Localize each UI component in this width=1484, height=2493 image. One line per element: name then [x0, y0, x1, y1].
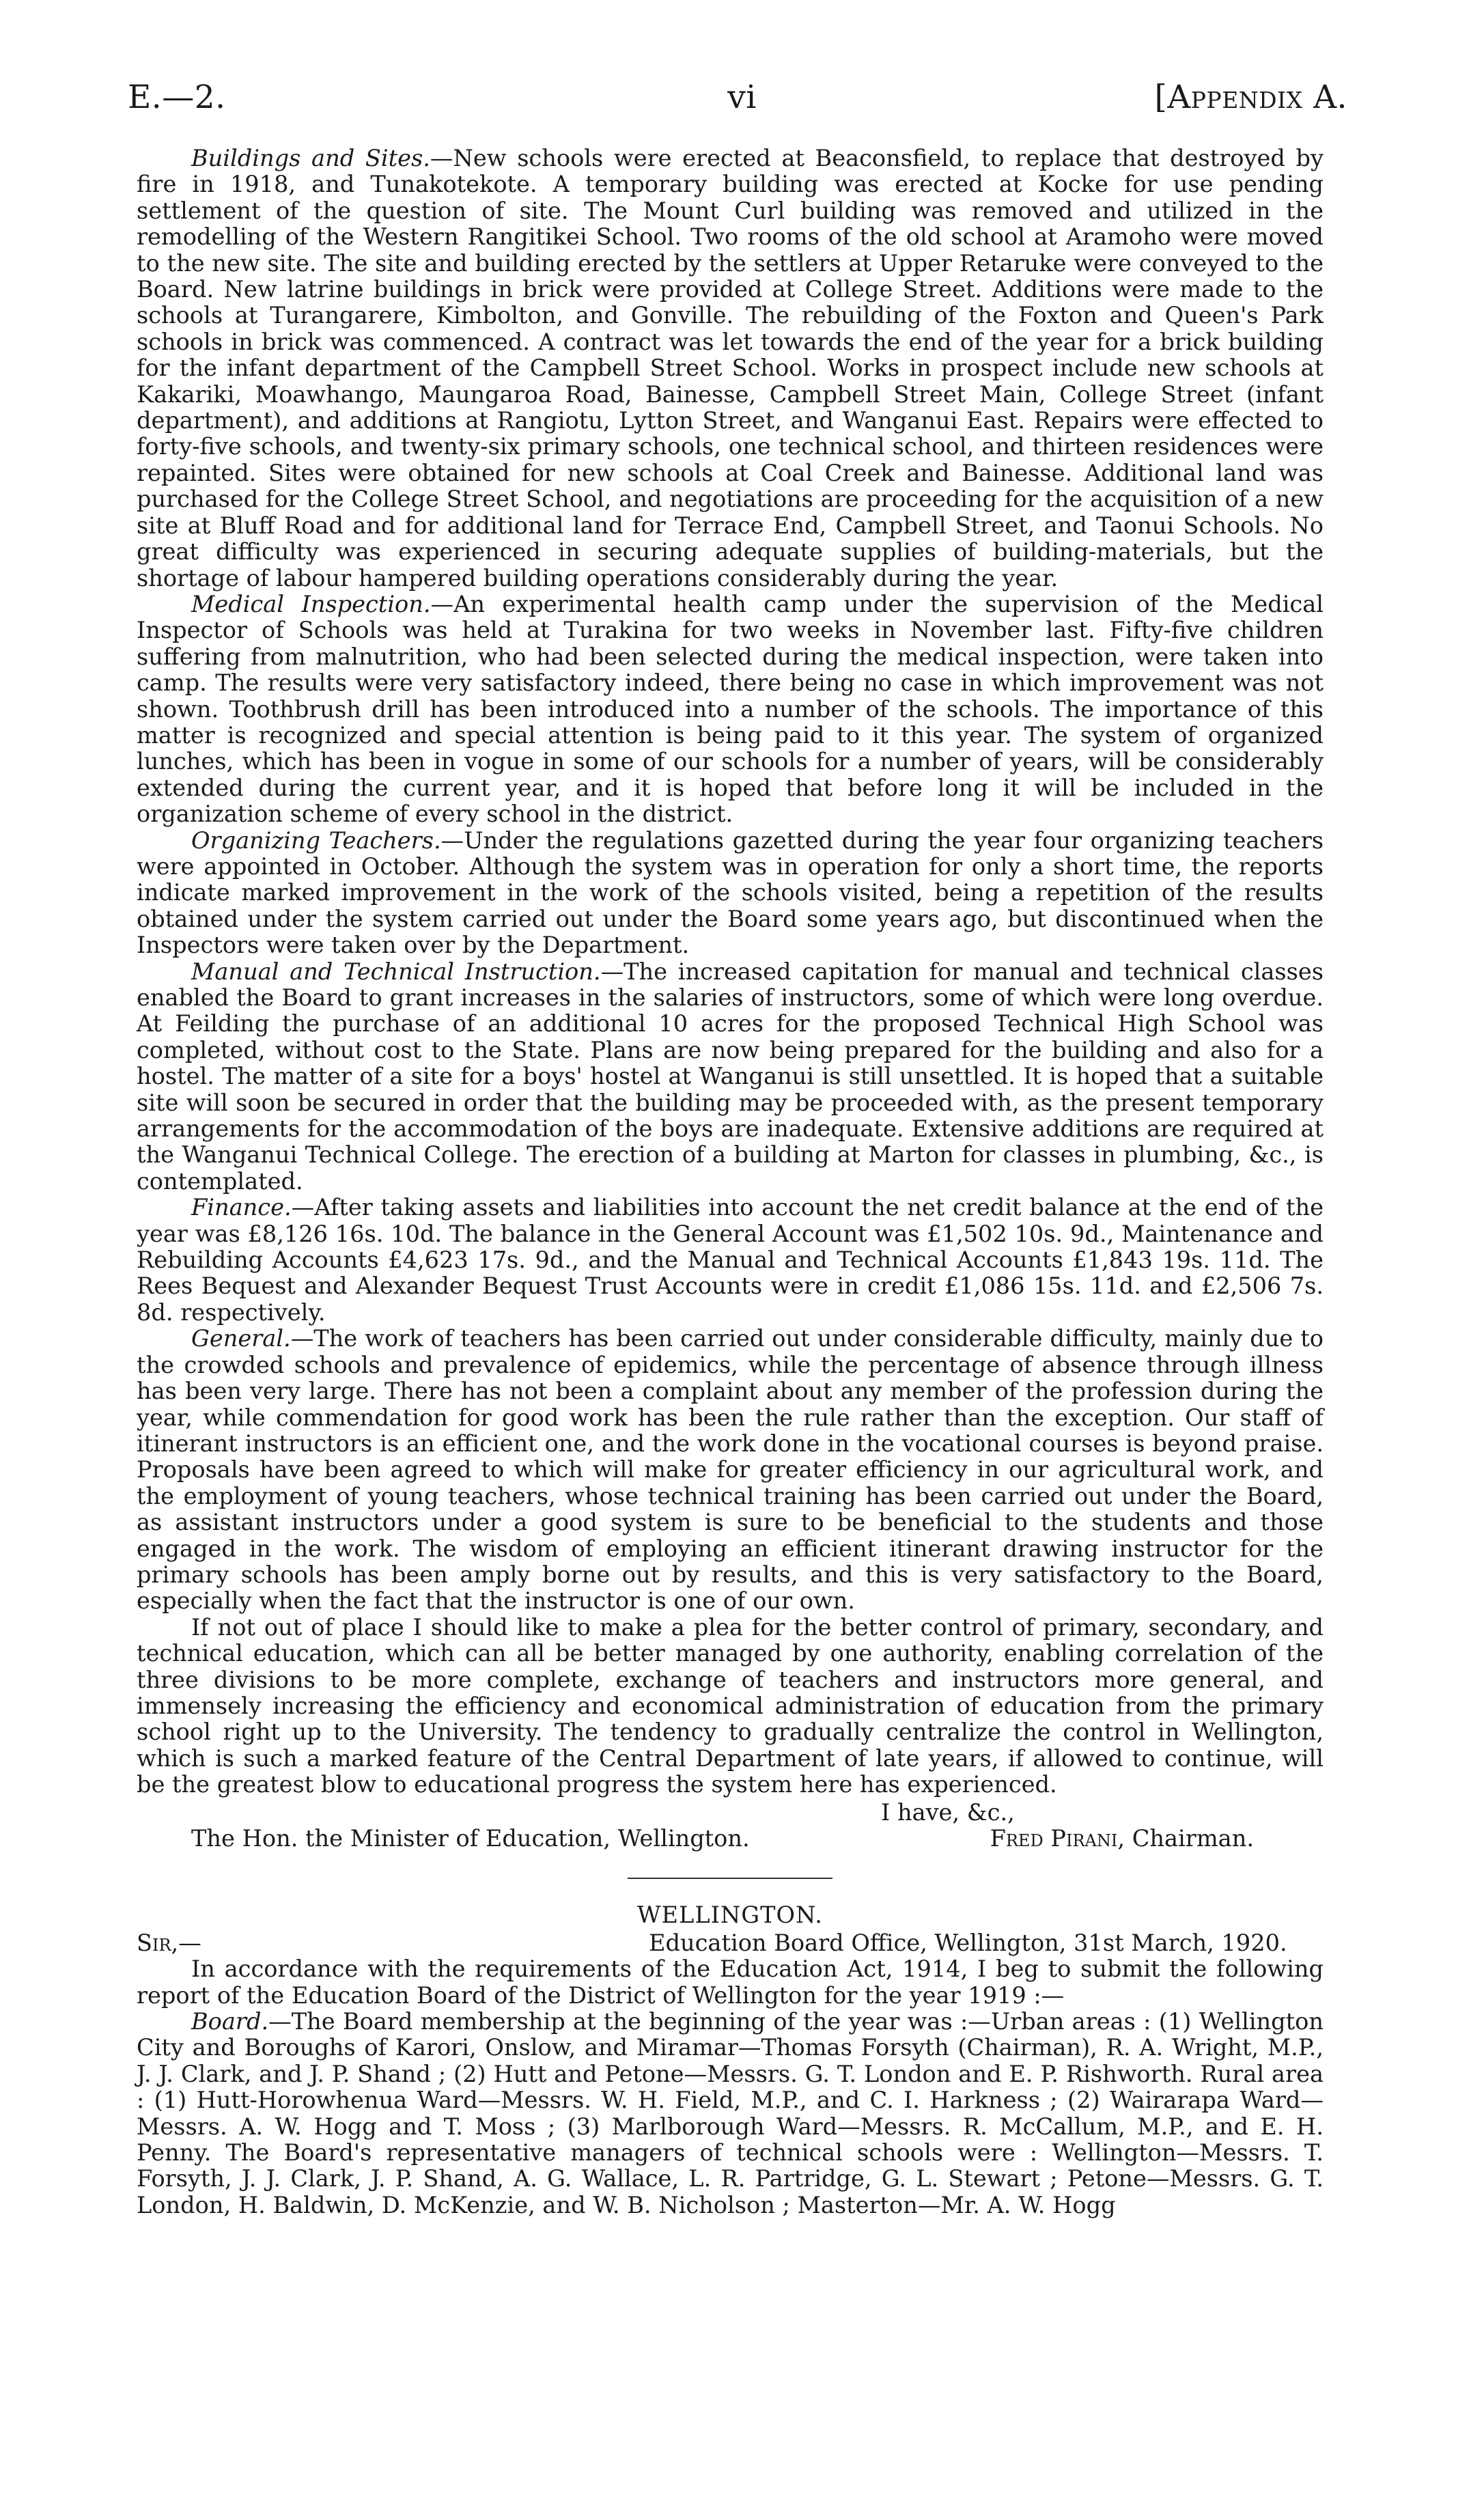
closing-line: [137, 1800, 1324, 1826]
paragraph-general: [137, 1326, 1324, 1614]
salutation-line: [137, 1930, 1324, 1956]
signature-line: [137, 1826, 1324, 1852]
paragraph-text: —The work of teachers has been carried out under considerable difficulty, mainly due to the crowded schools and prevalence of epidemics, while the percentage of absence through illness has been very large. There has not been a complaint about any member of the profession during the year, while commendation for good work has been the rule rather than the exception. Our staff of itinerant instructors is an efficient one, and the work done in the vocational courses is beyond praise. Proposals have been agreed to which will make for greater efficiency in our agricultural work, and the employment of young teachers, whose technical training has been carried out under the Board, as assistant instructors under a good system is sure to be beneficial to the students and those engaged in the work. The wisdom of employing an efficient itinerant drawing instructor for the primary schools has been amply borne out by results, and this is very satisfactory to the Board, especially when the fact that the instructor is one of our own.: [137, 1325, 1324, 1615]
paragraph-heading: Finance.: [191, 1194, 292, 1221]
paragraph-heading: Board.: [191, 2008, 269, 2035]
section-title: WELLINGTON.: [637, 1902, 823, 1929]
addressee: The Hon. the Minister of Education, Wellington.: [191, 1825, 750, 1852]
header-page-number: vi: [727, 79, 757, 116]
signatory-role: , Chairman.: [1117, 1825, 1254, 1852]
paragraph-text: —An experimental health camp under the supervision of the Medical Inspector of Schools was held at Turakina for two weeks in November last. Fifty-five children suffering from malnutrition, who had been selected during the medical inspection, were taken into camp. The results were very satisfactory indeed, there being no case in which improvement was not shown. Toothbrush drill has been introduced into a number of the schools. The importance of this matter is recognized and special attention is being paid to it this year. The system of organized lunches, which has been in vogue in some of our schools for a number of years, will be considerably extended during the current year, and it is hoped that before long it will be included in the organization scheme of every school in the district.: [137, 590, 1324, 828]
paragraph-intro: [137, 1956, 1324, 2009]
header-appendix: [Appendix A.: [1154, 79, 1347, 116]
paragraph-manual: [137, 959, 1324, 1195]
report-body: [137, 145, 1324, 2218]
paragraph-heading: Medical Inspection.: [191, 590, 431, 617]
paragraph-heading: General.: [191, 1325, 291, 1352]
paragraph-text: —The increased capitation for manual and technical classes enabled the Board to grant increases in the salaries of instructors, some of which were long overdue. At Feilding the purchase of an additional 10 acres for the proposed Technical High School was completed, without cost to the State. Plans are now being prepared for the building and also for a hostel. The matter of a site for a boys' hostel at Wanganui is still unsettled. It is hoped that a suitable site will soon be secured in order that the building may be proceeded with, as the present temporary arrangements for the accommodation of the boys are inadequate. Extensive additions are required at the Wanganui Technical College. The erection of a building at Marton for classes in plumbing, &c., is contemplated.: [137, 958, 1324, 1195]
paragraph-text: In accordance with the requirements of the Education Act, 1914, I beg to submit the following report of the Education Board of the District of Wellington for the year 1919 :—: [137, 1955, 1324, 2009]
dateline: Education Board Office, Wellington, 31st March, 1920.: [649, 1929, 1287, 1956]
paragraph-heading: Manual and Technical Instruction.: [191, 958, 601, 985]
paragraph-heading: Organizing Teachers.: [191, 826, 441, 854]
signatory: [990, 1826, 1254, 1852]
salutation: Sir,—: [137, 1929, 201, 1956]
section-divider: [628, 1878, 832, 1879]
signatory-last-name: Pirani: [1050, 1825, 1118, 1852]
paragraph-text: —Under the regulations gazetted during the year four organizing teachers were appointed in October. Although the system was in operation for only a short time, the reports indicate marked improvement in the work of the schools visited, being a repetition of the results obtained under the system carried out under the Board some years ago, but discontinued when the Inspectors were taken over by the Department.: [137, 826, 1324, 959]
paragraph-medical: [137, 591, 1324, 828]
paragraph-heading: Buildings and Sites.: [191, 145, 430, 171]
paragraph-text: —The Board membership at the beginning of the year was :—Urban areas : (1) Wellington City and Boroughs of Karori, Onslow, and Miramar—Thomas Forsyth (Chairman), R. A. Wright, M.P., J. J. Clark, and J. P. Shand ; (2) Hutt and Petone—Messrs. G. T. London and E. P. Rishworth. Rural area : (1) Hutt-Horowhenua Ward—Messrs. W. H. Field, M.P., and C. I. Harkness ; (2) Wairarapa Ward—Messrs. A. W. Hogg and T. Moss ; (3) Marlborough Ward—Messrs. R. McCallum, M.P., and E. H. Penny. The Board's representative managers of technical schools were : Wellington—Messrs. T. Forsyth, J. J. Clark, J. P. Shand, A. G. Wallace, L. R. Partridge, G. L. Stewart ; Petone—Messrs. G. T. London, H. Baldwin, D. McKenzie, and W. B. Nicholson ; Masterton—Mr. A. W. Hogg: [137, 2008, 1324, 2218]
paragraph-board: [137, 2009, 1324, 2218]
paragraph-buildings: [137, 145, 1324, 591]
paragraph-text: If not out of place I should like to make a plea for the better control of primary, secondary, and technical education, which can all be better managed by one authority, enabling correlation of the three divisions to be more complete, exchange of teachers and instructors more general, and immensely increasing the efficiency and economical administration of education from the primary school right up to the University. The tendency to gradually centralize the control in Wellington, which is such a marked feature of the Central Department of late years, if allowed to continue, will be the greatest blow to educational progress the system here has experienced.: [137, 1613, 1324, 1798]
paragraph-plea: [137, 1615, 1324, 1798]
closing-have: I have, &c.,: [881, 1798, 1015, 1826]
paragraph-text: —After taking assets and liabilities into account the net credit balance at the end of the year was £8,126 16s. 10d. The balance in the General Account was £1,502 10s. 9d., Maintenance and Rebuilding Accounts £4,623 17s. 9d., and the Manual and Technical Accounts £1,843 19s. 11d. The Rees Bequest and Alexander Bequest Trust Accounts were in credit £1,086 15s. 11d. and £2,506 7s. 8d. respectively.: [137, 1194, 1324, 1326]
paragraph-finance: [137, 1195, 1324, 1326]
header-reference: E.—2.: [128, 79, 226, 116]
signatory-first-name: Fred: [990, 1825, 1044, 1852]
paragraph-text: —New schools were erected at Beaconsfield, to replace that destroyed by fire in 1918, and Tunakotekote. A temporary building was erected at Kocke for use pending settlement of the question of site. The Mount Curl building was removed and utilized in the remodelling of the Western Rangitikei School. Two rooms of the old school at Aramoho were moved to the new site. The site and building erected by the settlers at Upper Retaruke were conveyed to the Board. New latrine buildings in brick were provided at College Street. Additions were made to the schools at Turangarere, Kimbolton, and Gonville. The rebuilding of the Foxton and Queen's Park schools in brick was commenced. A contract was let towards the end of the year for a brick building for the infant department of the Campbell Street School. Works in prospect include new schools at Kakariki, Moawhango, Maungaroa Road, Bainesse, Campbell Street Main, College Street (infant department), and additions at Rangiotu, Lytton Street, and Wanganui East. Repairs were effected to forty-five schools, and twenty-six primary schools, one technical school, and thirteen residences were repainted. Sites were obtained for new schools at Coal Creek and Bainesse. Additional land was purchased for the College Street School, and negotiations are proceeding for the acquisition of a new site at Bluff Road and for additional land for Terrace End, Campbell Street, and Taonui Schools. No great difficulty was experienced in securing adequate supplies of building-materials, but the shortage of labour hampered building operations considerably during the year.: [137, 145, 1324, 591]
paragraph-organizing: [137, 828, 1324, 959]
